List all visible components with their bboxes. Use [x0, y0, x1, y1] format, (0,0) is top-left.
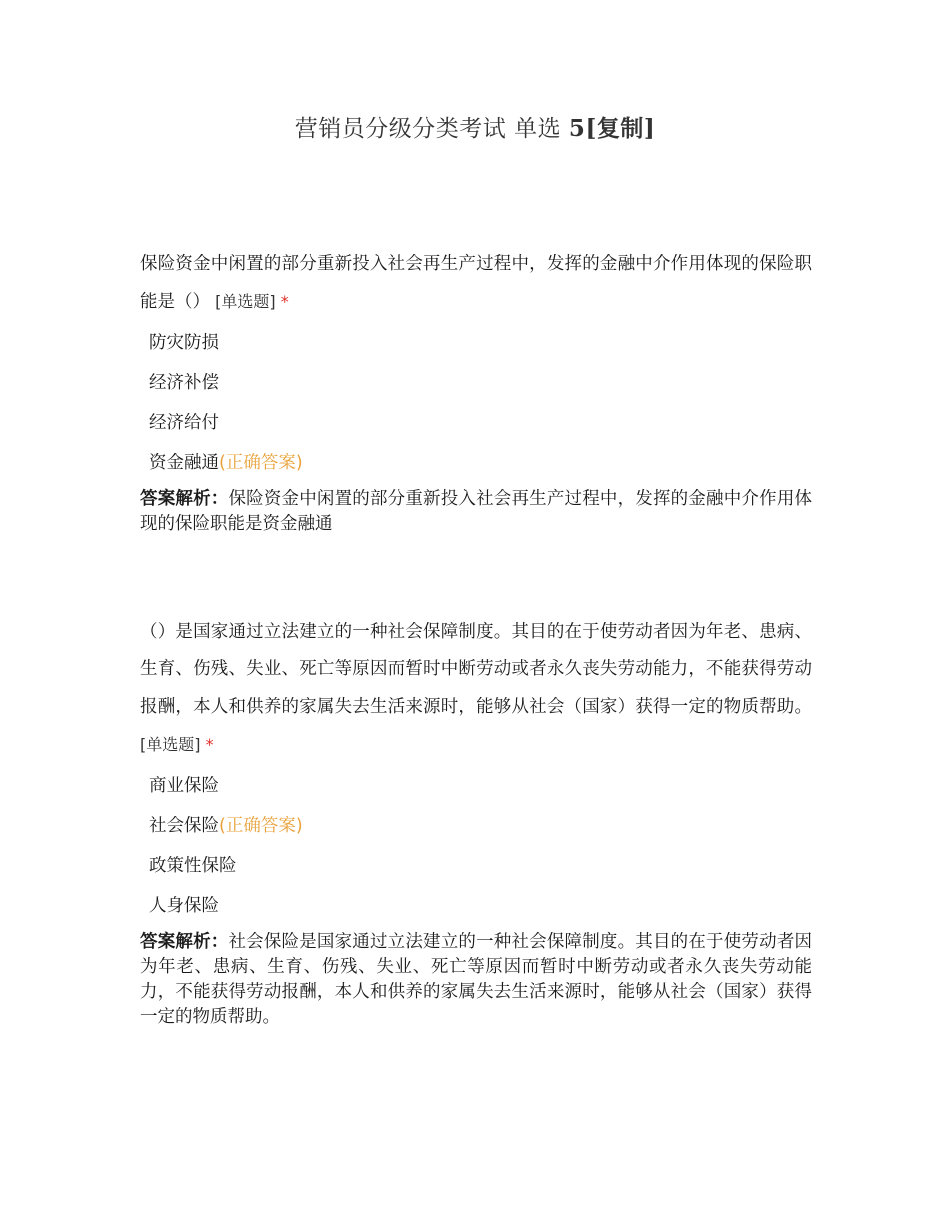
question-type-label: [单选题] [140, 735, 201, 754]
question-stem [140, 614, 812, 764]
option-item[interactable] [140, 766, 812, 806]
required-mark: * [280, 292, 289, 311]
question-2 [140, 614, 812, 1030]
page-title-number: 5 [568, 115, 586, 142]
question-stem-text: 保险资金中闲置的部分重新投入社会再生产过程中，发挥的金融中介作用体现的保险职能是（） [140, 254, 812, 312]
page-title [0, 110, 950, 143]
answer-analysis [140, 487, 812, 537]
required-mark: * [205, 735, 214, 754]
question-type-label: [单选题] [215, 292, 276, 311]
question-1 [140, 246, 812, 537]
option-text: 资金融通 [149, 453, 219, 473]
option-text: 经济补偿 [149, 373, 219, 393]
option-item[interactable] [140, 443, 812, 483]
question-stem-text: （）是国家通过立法建立的一种社会保障制度。其目的在于使劳动者因为年老、患病、生育、伤残、失业、死亡等原因而暂时中断劳动或者永久丧失劳动能力，不能获得劳动报酬，本人和供养的家属失去生活来源时，能够从社会（国家）获得一定的物质帮助。 [140, 622, 812, 717]
option-list [140, 323, 812, 483]
analysis-text: 社会保险是国家通过立法建立的一种社会保障制度。其目的在于使劳动者因为年老、患病、生育、伤残、失业、死亡等原因而暂时中断劳动或者永久丧失劳动能力，不能获得劳动报酬，本人和供养的家属失去生活来源时，能够从社会（国家）获得一定的物质帮助。 [140, 932, 813, 1027]
option-item[interactable] [140, 846, 812, 886]
correct-answer-tag: (正确答案) [219, 816, 303, 836]
option-item[interactable] [140, 886, 812, 926]
option-text: 防灾防损 [149, 333, 219, 353]
analysis-label: 答案解析： [140, 489, 229, 509]
option-list [140, 766, 812, 926]
page-title-suffix: [复制] [585, 115, 656, 142]
page-title-text: 营销员分级分类考试 单选 [294, 116, 562, 142]
option-text: 政策性保险 [149, 856, 237, 876]
question-stem [140, 246, 812, 321]
option-text: 商业保险 [149, 776, 219, 796]
option-item[interactable] [140, 403, 812, 443]
analysis-text: 保险资金中闲置的部分重新投入社会再生产过程中，发挥的金融中介作用体现的保险职能是资金融通 [140, 489, 813, 534]
option-item[interactable] [140, 363, 812, 403]
option-text: 人身保险 [149, 896, 219, 916]
option-text: 社会保险 [149, 816, 219, 836]
answer-analysis [140, 930, 812, 1030]
option-item[interactable] [140, 323, 812, 363]
option-text: 经济给付 [149, 413, 219, 433]
option-item[interactable] [140, 806, 812, 846]
correct-answer-tag: (正确答案) [219, 453, 303, 473]
analysis-label: 答案解析： [140, 932, 229, 952]
